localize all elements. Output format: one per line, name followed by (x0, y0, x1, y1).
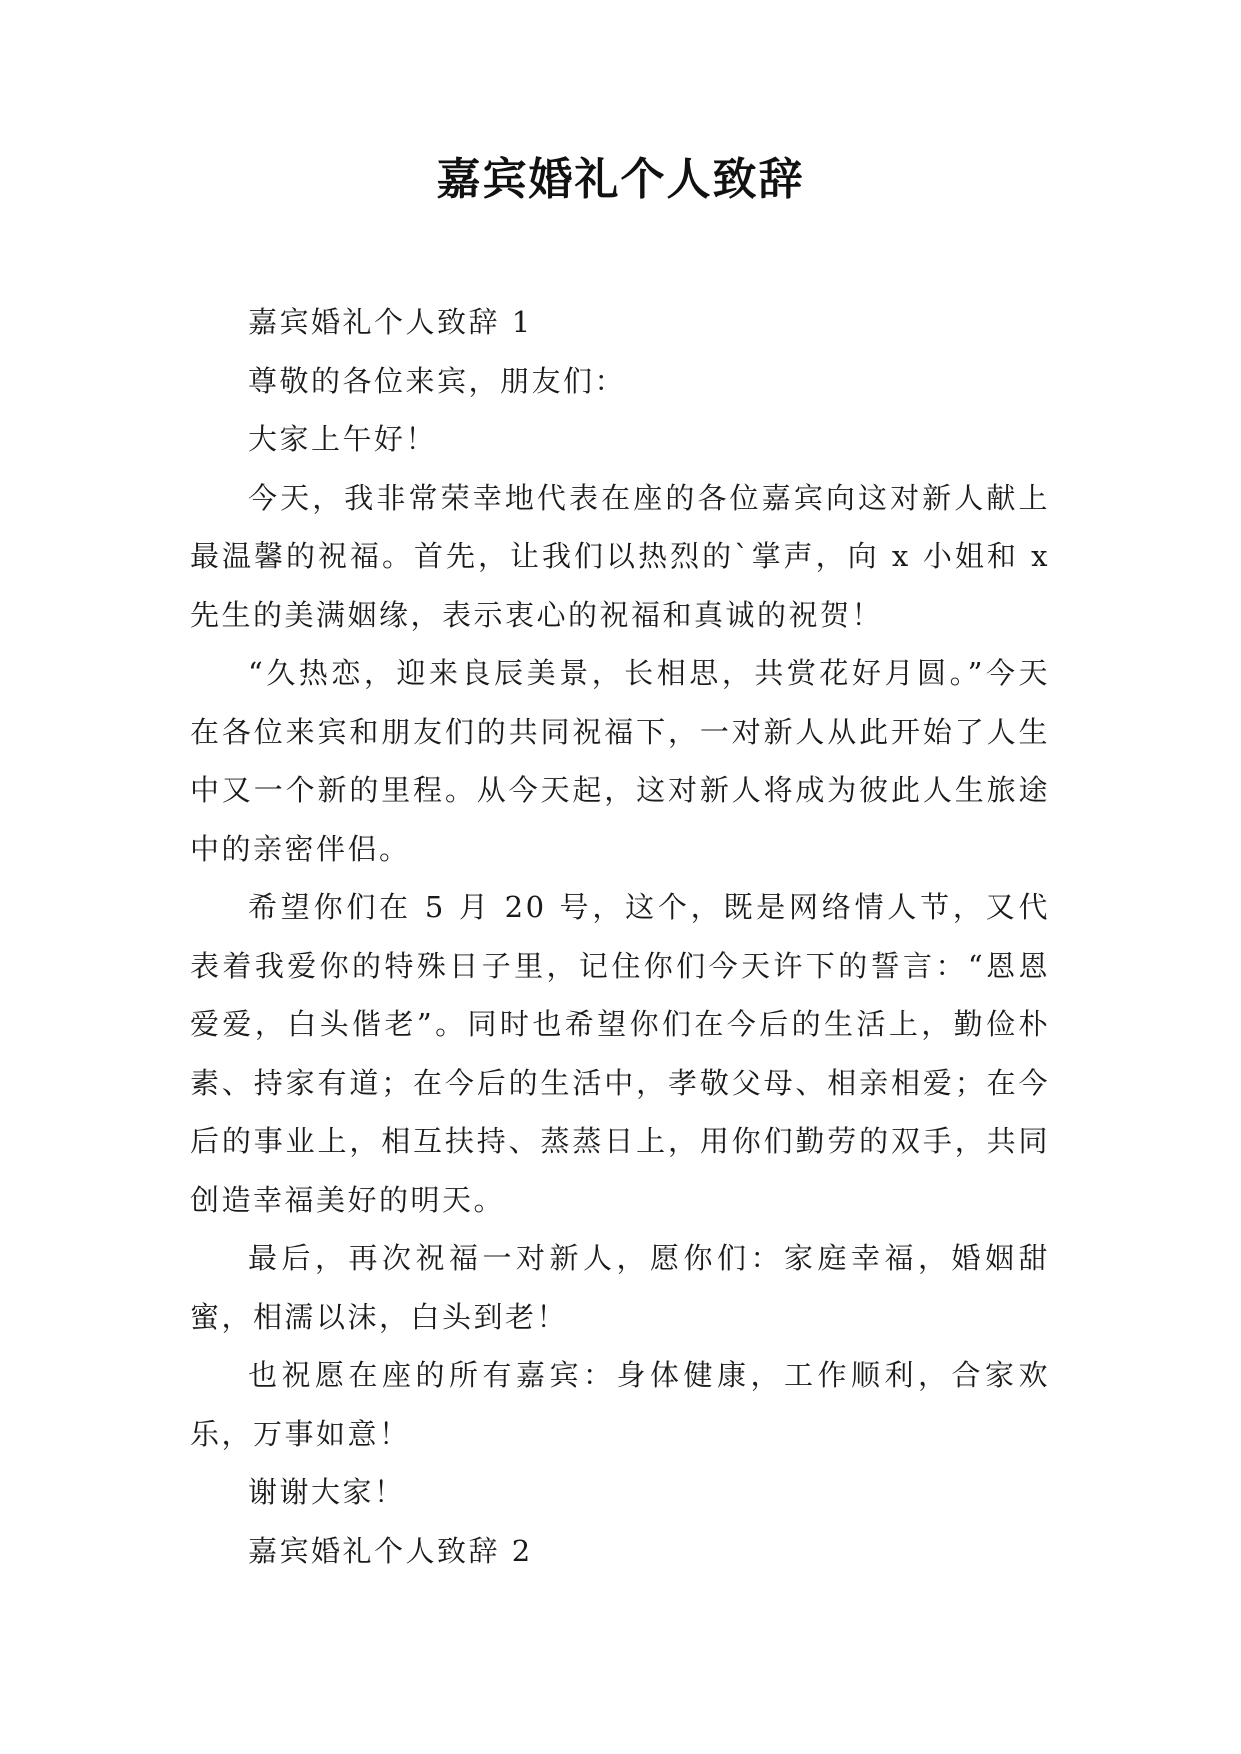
paragraph: 也祝愿在座的所有嘉宾：身体健康，工作顺利，合家欢乐，万事如意！ (190, 1358, 1050, 1451)
salutation: 尊敬的各位来宾，朋友们： (248, 363, 627, 398)
greeting: 大家上午好！ (248, 422, 438, 456)
paragraph: 最后，再次祝福一对新人，愿你们：家庭幸福，婚姻甜蜜，相濡以沫，白头到老！ (190, 1241, 1050, 1334)
section-heading-2: 嘉宾婚礼个人致辞 2 (248, 1533, 533, 1568)
paragraph: “久热恋，迎来良辰美景，长相思，共赏花好月圆。”今天在各位来宾和朋友们的共同祝福下，一对新人从此开始了人生中又一个新的里程。从今天起，这对新人将成为彼此人生旅途中的亲密伴侣。 (190, 656, 1050, 866)
paragraph: 希望你们在 5 月 20 号，这个，既是网络情人节，又代表着我爱你的特殊日子里，记住你们今天许下的誓言：“恩恩爱爱，白头偕老”。同时也希望你们在今后的生活上，勤俭朴素、持家有道；在今后的生活中，孝敬父母、相亲相爱；在今后的事业上，相互扶持、蒸蒸日上，用你们勤劳的双手，共同创造幸福美好的明天。 (190, 890, 1050, 1217)
document-title: 嘉宾婚礼个人致辞 (436, 154, 805, 205)
document-body (190, 293, 1050, 1580)
closing-thanks: 谢谢大家！ (248, 1475, 406, 1509)
section-heading-1: 嘉宾婚礼个人致辞 1 (248, 305, 533, 339)
paragraph: 今天，我非常荣幸地代表在座的各位嘉宾向这对新人献上最温馨的祝福。首先，让我们以热烈的`掌声，向 x 小姐和 x 先生的美满姻缘，表示衷心的祝福和真诚的祝贺！ (190, 480, 1050, 632)
